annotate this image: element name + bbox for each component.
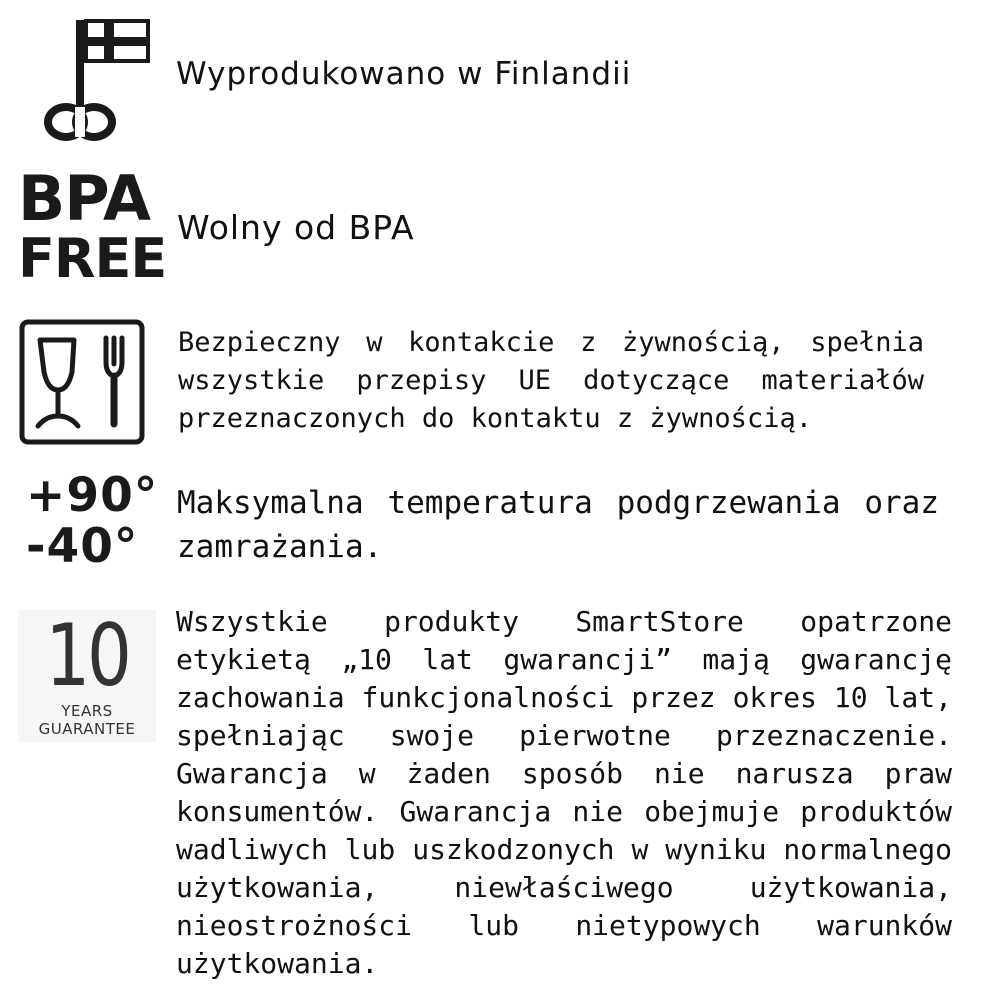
temperature-max-label: +90° xyxy=(26,468,159,523)
bpa-free-text: Wolny od BPA xyxy=(177,208,415,247)
bpa-free-icon xyxy=(18,162,167,290)
finland-key-flag-icon xyxy=(44,14,154,146)
made-in-finland-text: Wyprodukowano w Finlandii xyxy=(176,56,632,92)
guarantee-number: 10 xyxy=(45,606,129,706)
guarantee-text: Wszystkie produkty SmartStore opatrzone etykietą „10 lat gwarancji” mają gwarancję zachowania funkcjonalności przez okres 10 lat, spełniając swoje pierwotne przeznaczenie. Gwarancja w żaden sposób nie narusza praw konsumentów. Gwarancja nie obejmuje produktów wadliwych lub uszkodzonych w wyniku normalnego użytkowania, niewłaściwego użytkowania, nieostrożności lub nietypowych warunków użytkowania. xyxy=(176,605,952,980)
food-safe-glass-fork-icon xyxy=(18,318,146,446)
food-safe-text: Bezpieczny w kontakcie z żywnością, spełnia wszystkie przepisy UE dotyczące materiałów przeznaczonych do kontaktu z żywnością. xyxy=(178,327,924,434)
temperature-min-label: -40° xyxy=(26,519,139,574)
temperature-text: Maksymalna temperatura podgrzewania oraz zamrażania. xyxy=(177,485,939,565)
guarantee-word-label: GUARANTEE xyxy=(38,720,136,738)
bpa-free-icon-line2: FREE xyxy=(18,227,167,290)
bpa-free-icon-line1: BPA xyxy=(18,162,150,235)
temperature-range-icon xyxy=(26,468,159,574)
ten-years-guarantee-icon xyxy=(18,606,156,742)
guarantee-years-label: YEARS xyxy=(61,702,113,720)
